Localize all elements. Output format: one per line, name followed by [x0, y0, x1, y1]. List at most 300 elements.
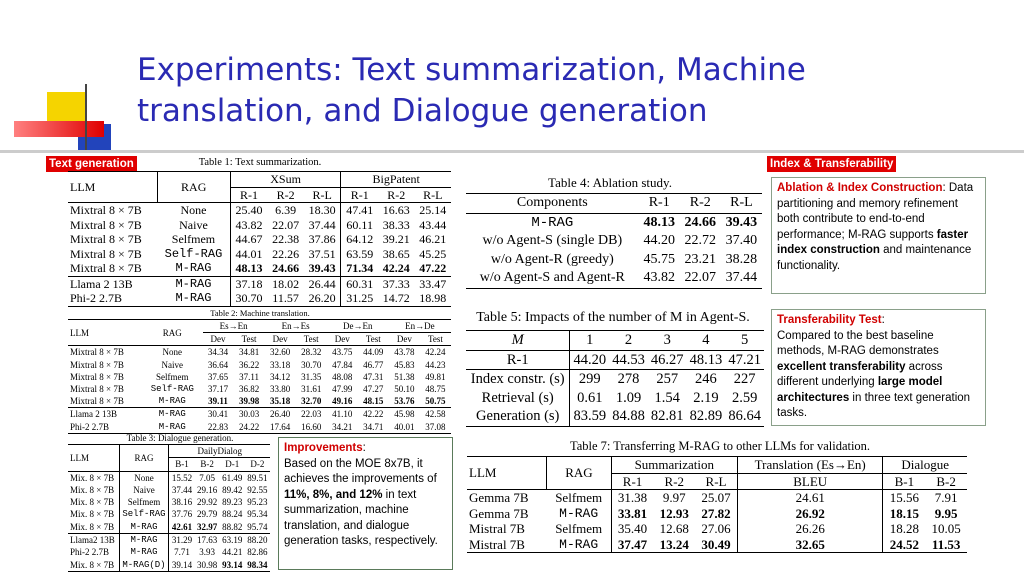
t1-h-bigpatent: BigPatent — [341, 172, 451, 188]
table3-cell: 3.93 — [199, 547, 216, 558]
table1-cell: 30.70 — [235, 291, 263, 305]
t7-group: Summarization — [611, 457, 737, 474]
table5-cell: 2.59 — [731, 389, 758, 406]
table3-row — [68, 508, 270, 520]
table1-cell: M-RAG — [157, 261, 230, 276]
table1-cell: 22.07 — [272, 217, 300, 232]
table4-cell: 37.44 — [725, 270, 758, 285]
table2-cell: 34.81 — [238, 347, 260, 358]
table1-cell: 38.65 — [382, 246, 410, 261]
table2-cell: 34.34 — [207, 347, 229, 358]
t2-col: Dev — [210, 334, 226, 345]
table4-cell: 37.40 — [725, 233, 758, 248]
table3-cell: 17.63 — [197, 535, 218, 546]
table2-cell: 43.75 — [332, 347, 353, 358]
t1-col: R-1 — [240, 187, 259, 202]
table3-cell: 95.74 — [247, 521, 268, 532]
t7-col: B-1 — [894, 473, 915, 489]
table1-text-summarization — [68, 171, 451, 307]
table4-cell: w/o Agent-R (greedy) — [490, 251, 614, 267]
table3-row — [68, 496, 270, 508]
t4-col: R-1 — [648, 195, 670, 210]
table4-row — [466, 213, 762, 232]
transferability-heading: Transferability Test — [777, 314, 882, 326]
table2-cell: 31.35 — [301, 371, 322, 382]
table3-cell: 32.97 — [197, 521, 218, 532]
table2-cell: 31.61 — [301, 384, 322, 395]
table4-cell: 22.07 — [684, 270, 717, 285]
table2-cell: 48.15 — [363, 396, 384, 407]
table1-cell: 18.30 — [304, 203, 341, 218]
t5-col: M — [466, 331, 570, 351]
table3-cell: 29.92 — [197, 497, 218, 508]
table3-cell: 44.21 — [222, 547, 243, 558]
table7-cell: 24.52 — [889, 536, 919, 552]
table3-cell: M-RAG — [119, 546, 169, 558]
table2-cell: 44.23 — [425, 359, 446, 370]
table3-row — [68, 546, 270, 558]
table1-cell: 22.38 — [272, 232, 300, 246]
transferability-bold: excellent transferability — [777, 360, 906, 373]
t5-col: 2 — [624, 332, 633, 348]
t7-group: Dialogue — [883, 457, 967, 474]
table1-cell: 38.33 — [382, 217, 410, 232]
table5-row — [466, 407, 764, 426]
table1-row — [68, 261, 451, 276]
ablation-text-2: and maintenance functionality. — [777, 244, 972, 272]
table5-cell: 44.20 — [573, 351, 607, 368]
table7-cell: 7.91 — [934, 490, 958, 505]
table4-cell: 43.82 — [643, 270, 675, 285]
table5-cell: 2.19 — [693, 389, 719, 406]
table1-cell: 24.66 — [272, 261, 300, 275]
table1-row — [68, 232, 451, 247]
table2-cell: 32.60 — [270, 347, 291, 358]
table1-cell: 39.21 — [382, 232, 410, 246]
t1-h-llm: LLM — [68, 172, 157, 203]
table1-row — [68, 218, 451, 233]
table3-cell: 30.98 — [197, 559, 218, 570]
table2-cell: 33.80 — [270, 384, 291, 395]
table2-row — [68, 383, 451, 395]
table7-cell: 35.40 — [617, 521, 648, 536]
table7-row — [467, 537, 967, 553]
table1-cell: 63.59 — [346, 246, 374, 261]
table3-cell: 31.29 — [171, 535, 193, 546]
table3-cell: 37.44 — [171, 484, 193, 495]
table3-cell: 38.16 — [171, 497, 193, 508]
table7-transferability — [467, 456, 967, 553]
t2-group: En→Es — [265, 320, 327, 333]
table2-machine-translation — [68, 319, 451, 434]
table2-cell: 53.76 — [394, 396, 415, 407]
table5-impact-of-m — [466, 330, 764, 427]
table1-row — [68, 203, 451, 218]
table2-cell: 39.98 — [238, 396, 260, 407]
table7-cell: 30.49 — [695, 537, 737, 553]
table2-cell: 34.21 — [332, 421, 353, 432]
table7-cell: Gemma 7B — [469, 505, 529, 521]
table2-cell: 32.70 — [301, 396, 322, 407]
table3-cell: 61.49 — [222, 472, 243, 483]
table1-cell: Phi-2 2.7B — [70, 291, 123, 305]
t7-col: R-L — [695, 473, 737, 490]
t7-group: Translation (Es→En) — [737, 457, 883, 474]
table7-cell: 33.81 — [617, 505, 648, 521]
table2-cell: Mixtral 8 × 7B — [70, 384, 124, 395]
t7-col: BLEU — [737, 473, 883, 490]
table1-cell: 37.44 — [304, 218, 341, 233]
table2-cell: Selfmem — [156, 371, 189, 382]
table3-cell: Selfmem — [119, 496, 169, 508]
table2-cell: Mixtral 8 × 7B — [70, 371, 124, 382]
table7-cell: 12.68 — [659, 521, 689, 536]
table3-cell: 7.71 — [174, 547, 190, 558]
t3-h-dailydialog: DailyDialog — [169, 445, 270, 458]
improvements-box: Improvements: Based on the MOE 8x7B, it achieves the improvements of 11%, 8%, and 12% in text summarization, machine translation, and dialogue generation tasks, respectively. — [278, 437, 453, 570]
table3-cell: 15.52 — [171, 472, 193, 483]
transferability-text-3: in three text generation tasks. — [777, 391, 971, 419]
table7-cell: 27.06 — [695, 521, 737, 537]
t1-col: R-L — [423, 187, 443, 202]
table3-row — [68, 484, 270, 496]
table2-cell: 46.77 — [363, 359, 384, 370]
improvements-bold: 11%, 8%, and 12% — [284, 488, 383, 501]
slide-title — [137, 50, 997, 132]
table1-cell: 37.51 — [304, 247, 341, 262]
deco-red-bar — [14, 121, 104, 137]
t4-col: R-2 — [689, 195, 711, 210]
table1-cell: 48.13 — [235, 261, 263, 275]
table1-row — [68, 291, 451, 306]
table7-row — [467, 506, 967, 522]
table4-cell: 48.13 — [643, 214, 675, 230]
table2-cell: 42.24 — [425, 347, 446, 358]
table7-cell: 18.15 — [889, 505, 919, 521]
table2-cell: 48.75 — [425, 384, 446, 395]
table3-cell: Mix. 8 × 7B — [68, 521, 119, 534]
table1-caption: Table 1: Text summarization. — [198, 157, 322, 168]
table7-cell: 26.92 — [737, 506, 883, 522]
table1-cell: 11.57 — [272, 291, 299, 305]
t5-col: 3 — [663, 332, 671, 348]
t1-col: R-2 — [387, 187, 406, 202]
table5-cell: 84.88 — [612, 408, 645, 425]
table3-dialogue-generation — [68, 444, 270, 572]
table2-row — [68, 346, 451, 359]
table2-cell: 41.10 — [332, 409, 353, 420]
table1-cell: M-RAG — [157, 291, 230, 306]
table3-cell: M-RAG(D) — [119, 559, 169, 572]
table1-cell: 37.86 — [304, 232, 341, 247]
table2-cell: 30.70 — [301, 359, 322, 370]
title-line-2: translation, and Dialogue generation — [137, 93, 708, 129]
table2-cell: 36.64 — [207, 359, 229, 370]
table7-cell: 26.26 — [737, 521, 883, 537]
table5-cell: Generation (s) — [466, 407, 570, 426]
table4-cell: 24.66 — [684, 214, 717, 230]
t7-col: B-2 — [936, 473, 956, 489]
table3-row — [68, 534, 270, 547]
table2-cell: 33.18 — [270, 359, 291, 370]
t5-col: 5 — [741, 332, 749, 348]
table3-cell: Llama2 13B — [68, 534, 119, 547]
t4-col: R-L — [730, 195, 753, 210]
ablation-box: Ablation & Index Construction: Data partitioning and memory refinement both contribute to end-to-end performance; M-RAG supports faster index construction and maintenance functionality. — [771, 177, 986, 294]
table3-cell: 92.55 — [247, 484, 268, 495]
table1-cell: 43.82 — [235, 217, 263, 232]
table1-cell: 37.18 — [235, 276, 263, 291]
table2-cell: 37.11 — [239, 371, 260, 382]
t2-col: Test — [427, 334, 443, 345]
table3-cell: Mix. 8 × 7B — [68, 496, 119, 508]
table3-cell: Self-RAG — [119, 508, 169, 520]
t1-col: R-2 — [276, 187, 295, 202]
table1-cell: 37.33 — [382, 276, 410, 291]
t2-h-llm: LLM — [70, 327, 89, 338]
t7-h-rag: RAG — [547, 457, 611, 490]
table1-cell: 18.98 — [419, 291, 447, 305]
table2-cell: 49.16 — [332, 396, 353, 407]
table2-cell: 50.75 — [425, 396, 446, 407]
table4-cell: 22.72 — [684, 233, 717, 248]
table4-cell: 44.20 — [643, 233, 675, 248]
table3-cell: 88.82 — [222, 521, 243, 532]
index-transferability-label: Index & Transferability — [767, 156, 896, 172]
table1-cell: M-RAG — [157, 276, 230, 291]
table1-cell: 71.34 — [346, 261, 374, 275]
table1-cell: Mixtral 8 × 7B — [70, 261, 142, 275]
table1-cell: 44.67 — [235, 232, 263, 246]
table2-cell: 42.58 — [425, 409, 446, 420]
table3-cell: 88.20 — [247, 535, 268, 546]
table2-cell: 49.81 — [425, 371, 446, 382]
t3-col: B-1 — [175, 459, 189, 470]
text-generation-label: Text generation — [46, 156, 137, 172]
t5-col: 1 — [586, 332, 594, 348]
table1-cell: Mixtral 8 × 7B — [70, 217, 142, 232]
table3-cell: None — [119, 471, 169, 484]
table4-row — [466, 232, 762, 251]
title-line-1: Experiments: Text summarization, Machine — [137, 52, 806, 88]
table1-cell: 64.12 — [346, 232, 374, 246]
table2-cell: 47.31 — [363, 371, 384, 382]
table2-cell: 35.18 — [270, 396, 291, 407]
table2-cell: None — [162, 347, 183, 358]
table7-cell: Gemma 7B — [469, 490, 529, 505]
table5-cell: R-1 — [466, 350, 570, 370]
transferability-box: Transferability Test: Compared to the best baseline methods, M-RAG demonstrates excellent transferability across different underlying large model architectures in three text generation tasks. — [771, 309, 986, 426]
table2-cell: 48.08 — [332, 371, 353, 382]
table3-cell: Mix. 8 × 7B — [68, 471, 119, 484]
table1-cell: 18.02 — [272, 276, 300, 291]
table5-cell: 1.09 — [615, 389, 642, 406]
table2-cell: 45.98 — [394, 409, 415, 420]
table4-row — [466, 251, 762, 270]
table2-cell: 47.84 — [332, 359, 353, 370]
table1-cell: 33.47 — [419, 276, 447, 291]
table2-cell: 40.01 — [394, 421, 415, 432]
table1-cell: 45.25 — [419, 246, 447, 261]
table5-cell: 48.13 — [689, 351, 723, 368]
table1-cell: Naive — [157, 218, 230, 233]
table2-cell: Mixtral 8 × 7B — [70, 347, 124, 358]
table7-cell: 32.65 — [737, 537, 883, 553]
table3-cell: 37.76 — [171, 509, 193, 520]
table7-cell: 15.56 — [889, 490, 919, 505]
table2-row — [68, 359, 451, 371]
table7-cell: 24.61 — [737, 490, 883, 506]
table3-cell: 89.42 — [222, 484, 243, 495]
table1-cell: 44.01 — [235, 246, 263, 261]
table7-cell: Selfmem — [547, 521, 611, 537]
t5-col: 4 — [702, 332, 710, 348]
table4-cell: M-RAG — [531, 214, 574, 231]
table3-row — [68, 471, 270, 484]
table4-cell: 39.43 — [725, 214, 758, 230]
t3-h-llm: LLM — [68, 445, 119, 472]
table7-cell: 18.28 — [889, 521, 919, 536]
table1-row — [68, 276, 451, 291]
t2-col: Dev — [396, 334, 412, 345]
table1-cell: 47.41 — [346, 203, 374, 217]
title-divider — [0, 150, 1024, 153]
table2-row — [68, 421, 451, 434]
table1-cell: Llama 2 13B — [70, 276, 133, 291]
table7-row — [467, 521, 967, 537]
table5-row — [466, 370, 764, 389]
table3-cell: 95.34 — [247, 509, 268, 520]
ablation-heading: Ablation & Index Construction — [777, 182, 943, 194]
table3-row — [68, 521, 270, 534]
improvements-text-2: in text summarization, machine translation, and dialogue generation tasks, respectively. — [284, 488, 438, 547]
table2-cell: 37.17 — [207, 384, 229, 395]
table4-row — [466, 269, 762, 288]
table2-cell: M-RAG — [158, 421, 186, 432]
table1-cell: 6.39 — [275, 203, 297, 217]
table2-cell: Phi-2 2.7B — [70, 421, 110, 432]
t2-group: De→En — [327, 320, 389, 333]
table2-cell: 24.22 — [238, 421, 260, 432]
t2-h-rag: RAG — [162, 327, 182, 338]
table1-cell: 39.43 — [304, 261, 341, 276]
t4-col: Components — [516, 195, 588, 210]
table2-cell: 30.41 — [207, 409, 229, 420]
table2-cell: 50.10 — [394, 384, 415, 395]
table5-cell: 82.81 — [650, 408, 684, 425]
table2-cell: 16.60 — [301, 421, 322, 432]
table5-cell: 46.27 — [650, 351, 684, 368]
table1-cell: 25.14 — [419, 203, 447, 217]
table1-cell: 26.44 — [304, 276, 341, 291]
table2-cell: Naive — [161, 359, 184, 370]
table1-cell: 14.72 — [382, 291, 410, 305]
table2-row — [68, 408, 451, 421]
table1-cell: 16.63 — [382, 203, 410, 217]
table1-cell: None — [157, 203, 230, 218]
table7-cell: 10.05 — [931, 521, 961, 536]
table1-cell: Selfmem — [157, 232, 230, 247]
table3-cell: 89.23 — [222, 497, 243, 508]
ablation-text: Data partitioning and memory refinement both contribute to end-to-end performance; M-RAG supports — [777, 182, 974, 241]
table7-cell: Mistral 7B — [469, 536, 525, 552]
table2-cell: Self-RAG — [150, 384, 194, 395]
table7-cell: M-RAG — [547, 506, 611, 522]
t7-h-llm: LLM — [467, 457, 547, 490]
table1-cell: 60.31 — [346, 276, 374, 291]
improvements-heading: Improvements — [284, 442, 363, 454]
table7-cell: 9.97 — [662, 490, 686, 505]
table5-cell: 0.61 — [577, 389, 603, 406]
table3-cell: 88.24 — [222, 509, 243, 520]
table2-cell: 26.40 — [270, 409, 291, 420]
table3-cell: 89.51 — [247, 472, 268, 483]
ablation-bold: faster index construction — [777, 228, 969, 256]
table5-cell: 83.59 — [573, 408, 607, 425]
transferability-text-2: across different underlying — [777, 360, 943, 388]
table4-cell: w/o Agent-S (single DB) — [482, 233, 623, 248]
table2-cell: 43.78 — [394, 347, 415, 358]
table5-cell: 44.53 — [612, 351, 645, 368]
table4-cell: 45.75 — [643, 251, 675, 267]
table7-cell: 31.38 — [617, 490, 648, 505]
table7-caption: Table 7: Transferring M-RAG to other LLMs for validation. — [569, 439, 871, 453]
table5-cell: 246 — [695, 371, 717, 388]
table4-caption: Table 4: Ablation study. — [548, 175, 672, 190]
table3-cell: Mix. 8 × 7B — [68, 508, 119, 520]
table5-cell: 299 — [578, 371, 601, 388]
table3-cell: 82.86 — [247, 547, 268, 558]
table1-cell: Mixtral 8 × 7B — [70, 203, 142, 217]
t3-col: D-2 — [250, 459, 265, 470]
transferability-bold-2: large model architectures — [777, 376, 943, 404]
table3-row — [68, 559, 270, 572]
table2-cell: 22.83 — [207, 421, 229, 432]
t2-col: Dev — [334, 334, 350, 345]
table1-cell: 46.21 — [419, 232, 447, 246]
table2-cell: 45.83 — [394, 359, 415, 370]
table7-cell: M-RAG — [547, 537, 611, 553]
table1-cell: 26.20 — [304, 291, 341, 306]
table2-cell: 28.32 — [301, 347, 322, 358]
t2-col: Test — [241, 334, 257, 345]
table5-cell: 86.64 — [728, 408, 761, 425]
table5-caption: Table 5: Impacts of the number of M in Agent-S. — [476, 310, 750, 325]
t1-col: R-1 — [350, 187, 369, 202]
table1-cell: 25.40 — [235, 203, 263, 217]
table1-cell: Mixtral 8 × 7B — [70, 246, 142, 261]
table5-row — [466, 350, 764, 370]
table5-cell: 1.54 — [654, 389, 680, 406]
table1-row — [68, 247, 451, 262]
table2-cell: 51.38 — [394, 371, 415, 382]
table7-cell: Mistral 7B — [469, 521, 525, 536]
t2-col: Test — [365, 334, 381, 345]
table2-cell: M-RAG — [158, 409, 186, 420]
table3-cell: 95.23 — [247, 497, 268, 508]
deco-vertical-line — [85, 84, 87, 152]
table3-cell: 63.19 — [222, 535, 243, 546]
table1-cell: 43.44 — [419, 217, 447, 232]
table2-caption: Table 2: Machine translation. — [210, 308, 310, 318]
table5-cell: 82.89 — [689, 408, 723, 425]
table2-row — [68, 371, 451, 383]
table5-cell: 227 — [733, 371, 756, 388]
table3-cell: 42.61 — [171, 521, 193, 532]
table3-cell: 98.34 — [247, 559, 268, 570]
t7-col: R-2 — [664, 473, 685, 489]
table2-cell: 39.11 — [208, 396, 228, 407]
